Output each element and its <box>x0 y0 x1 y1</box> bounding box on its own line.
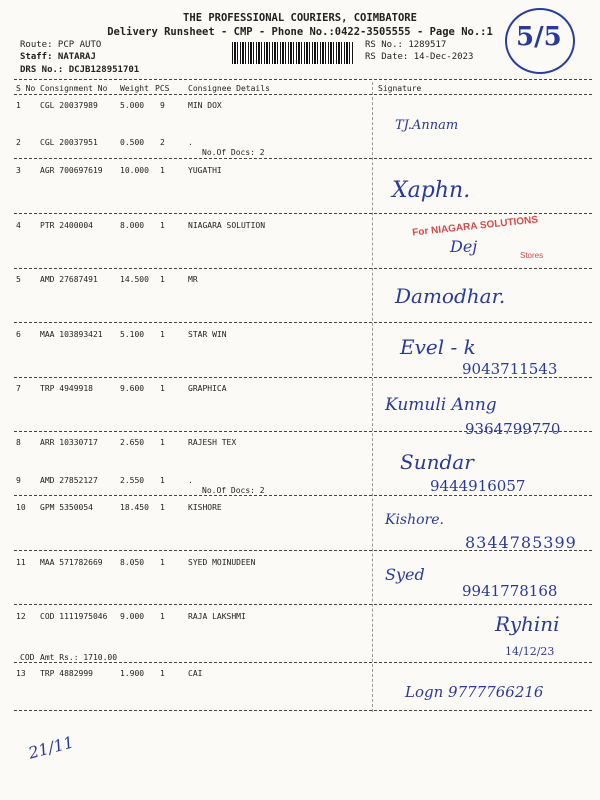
row-weight: 8.000 <box>120 221 145 230</box>
phone-row-11: 9941778168 <box>462 582 558 600</box>
cod-label: COD <box>20 653 35 662</box>
col-consignment: Consignment No <box>40 84 108 93</box>
col-weight: Weight <box>120 84 149 93</box>
row-consignee: . <box>188 138 193 147</box>
row-weight: 8.050 <box>120 558 145 567</box>
signature-row-3: Xaphn. <box>392 178 471 203</box>
row-pcs: 1 <box>160 669 165 678</box>
row-weight: 18.450 <box>120 503 149 512</box>
rs-number: RS No.: 1289517 <box>365 40 447 50</box>
col-sno: S No <box>16 84 36 93</box>
phone-row-6: 9043711543 <box>462 360 558 378</box>
row-consignee: RAJA LAKSHMI <box>188 612 246 621</box>
row-sno: 9 <box>16 476 21 485</box>
company-title: THE PROFESSIONAL COURIERS, COIMBATORE <box>183 12 417 24</box>
row-sno: 13 <box>16 669 26 678</box>
row-pcs: 1 <box>160 330 165 339</box>
row-weight: 0.500 <box>120 138 145 147</box>
signature-divider <box>372 82 373 712</box>
signature-row-7: Kumuli Anng <box>385 395 497 415</box>
row-cons: MAA 103893421 <box>40 330 103 339</box>
signature-row-13: Logn 9777766216 <box>405 683 544 701</box>
row-consignee: RAJESH TEX <box>188 438 237 447</box>
row-pcs: 1 <box>160 612 165 621</box>
row-consignee: YUGATHI <box>188 166 222 175</box>
row-cons: COD 1111975046 <box>40 612 108 621</box>
row-weight: 5.000 <box>120 101 145 110</box>
row-divider <box>14 213 592 214</box>
row-pcs: 9 <box>160 101 165 110</box>
row-weight: 9.000 <box>120 612 145 621</box>
barcode <box>232 42 354 64</box>
route-label: Route: PCP AUTO <box>20 40 102 50</box>
row-divider <box>14 268 592 269</box>
row-divider <box>14 322 592 323</box>
row-cons: GPM 5350054 <box>40 503 93 512</box>
row-pcs: 1 <box>160 558 165 567</box>
row-pcs: 2 <box>160 138 165 147</box>
staff-label: Staff: NATARAJ <box>20 52 96 62</box>
row-divider <box>14 662 592 663</box>
row-sno: 10 <box>16 503 26 512</box>
row-consignee: GRAPHICA <box>188 384 227 393</box>
stamp-stores: Stores <box>520 251 544 260</box>
row-note: No.Of Docs: 2 <box>202 148 265 157</box>
row-sno: 6 <box>16 330 21 339</box>
header-bottom-rule <box>14 94 592 95</box>
signature-row-1: TJ.Annam <box>395 118 459 133</box>
cod-amount: Amt Rs.: 1710.00 <box>40 653 118 662</box>
row-pcs: 1 <box>160 384 165 393</box>
page-mark: 5/5 <box>516 22 562 52</box>
row-cons: AGR 700697619 <box>40 166 103 175</box>
row-weight: 5.100 <box>120 330 145 339</box>
date-row-12: 14/12/23 <box>505 645 555 658</box>
signature-row-8: Sundar <box>400 450 474 474</box>
row-sno: 5 <box>16 275 21 284</box>
row-divider <box>14 710 592 711</box>
row-cons: ARR 10330717 <box>40 438 98 447</box>
signature-row-12: Ryhini <box>495 612 560 636</box>
row-weight: 1.900 <box>120 669 145 678</box>
row-sno: 8 <box>16 438 21 447</box>
row-consignee: MR <box>188 275 198 284</box>
footer-handwritten-mark: 21/11 <box>26 732 76 763</box>
signature-row-6: Evel - k <box>400 335 476 359</box>
niagara-stamp: For NIAGARA SOLUTIONS <box>411 214 539 239</box>
row-cons: AMD 27852127 <box>40 476 98 485</box>
phone-row-7: 9364799770 <box>465 420 561 438</box>
row-sno: 7 <box>16 384 21 393</box>
row-consignee: CAI <box>188 669 203 678</box>
row-weight: 2.650 <box>120 438 145 447</box>
row-cons: MAA 571782669 <box>40 558 103 567</box>
signature-row-11: Syed <box>385 565 425 584</box>
drs-number: DRS No.: DCJB128951701 <box>20 65 140 75</box>
runsheet-subtitle: Delivery Runsheet - CMP - Phone No.:0422-3505555 - Page No.:1 <box>107 26 493 38</box>
row-weight: 9.600 <box>120 384 145 393</box>
row-pcs: 1 <box>160 166 165 175</box>
row-cons: TRP 4882999 <box>40 669 93 678</box>
row-consignee: SYED MOINUDEEN <box>188 558 256 567</box>
col-pcs: PCS <box>155 84 170 93</box>
row-pcs: 1 <box>160 503 165 512</box>
row-pcs: 1 <box>160 438 165 447</box>
row-divider <box>14 495 592 496</box>
row-note: No.Of Docs: 2 <box>202 486 265 495</box>
row-consignee: KISHORE <box>188 503 222 512</box>
row-pcs: 1 <box>160 476 165 485</box>
col-signature: Signature <box>378 84 422 93</box>
row-sno: 3 <box>16 166 21 175</box>
row-cons: CGL 20037989 <box>40 101 98 110</box>
phone-row-10: 8344785399 <box>465 533 577 552</box>
row-pcs: 1 <box>160 221 165 230</box>
row-sno: 4 <box>16 221 21 230</box>
row-consignee: . <box>188 476 193 485</box>
row-consignee: NIAGARA SOLUTION <box>188 221 266 230</box>
signature-row-5: Damodhar. <box>395 284 506 308</box>
header-top-rule <box>14 79 592 80</box>
row-weight: 10.000 <box>120 166 149 175</box>
row-weight: 14.500 <box>120 275 149 284</box>
row-sno: 12 <box>16 612 26 621</box>
row-cons: PTR 2400004 <box>40 221 93 230</box>
row-sno: 2 <box>16 138 21 147</box>
row-cons: CGL 20037951 <box>40 138 98 147</box>
row-consignee: MIN DOX <box>188 101 222 110</box>
row-weight: 2.550 <box>120 476 145 485</box>
signature-row-10: Kishore. <box>385 512 444 528</box>
row-cons: TRP 4949918 <box>40 384 93 393</box>
row-divider <box>14 604 592 605</box>
row-pcs: 1 <box>160 275 165 284</box>
row-consignee: STAR WIN <box>188 330 227 339</box>
row-sno: 11 <box>16 558 26 567</box>
row-divider <box>14 158 592 159</box>
rs-date: RS Date: 14-Dec-2023 <box>365 52 474 62</box>
row-sno: 1 <box>16 101 21 110</box>
row-cons: AMD 27687491 <box>40 275 98 284</box>
signature-row-4: Dej <box>450 237 478 256</box>
phone-row-8: 9444916057 <box>430 477 526 495</box>
col-consignee: Consignee Details <box>188 84 270 93</box>
